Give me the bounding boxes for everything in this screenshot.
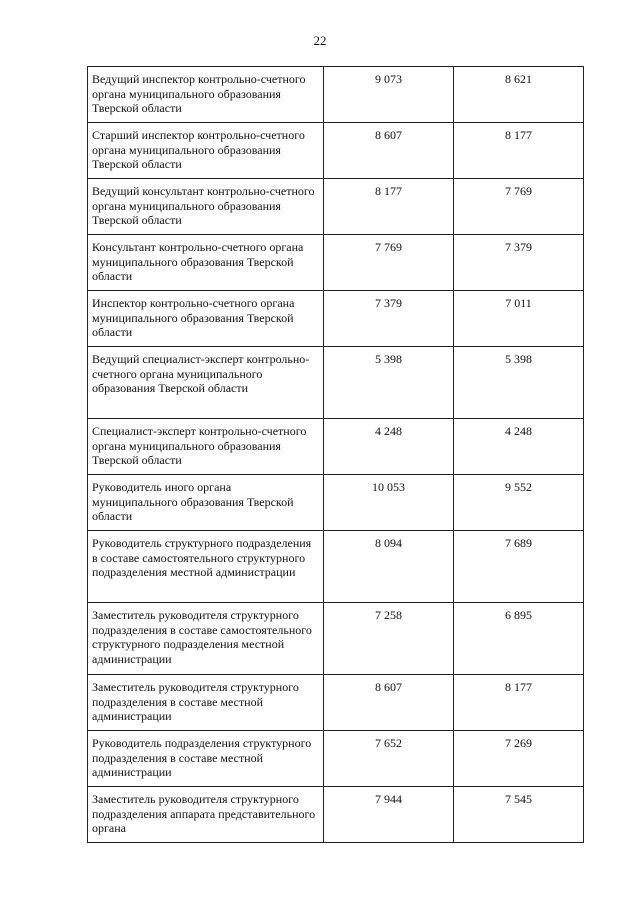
table-row <box>88 235 584 291</box>
table-row <box>88 123 584 179</box>
position-name: Ведущий консультант контрольно-счетного органа муниципального образования Тверской области <box>88 179 324 235</box>
value-column-1: 8 177 <box>324 179 454 235</box>
value-column-1: 7 652 <box>324 731 454 787</box>
position-name: Руководитель структурного подразделения в составе самостоятельного структурного подразделения местной администрации <box>88 531 324 603</box>
table-row <box>88 531 584 603</box>
value-column-1: 4 248 <box>324 419 454 475</box>
table-row <box>88 675 584 731</box>
position-name: Заместитель руководителя структурного подразделения аппарата представительного органа <box>88 787 324 843</box>
salary-table <box>87 66 584 843</box>
table-row <box>88 67 584 123</box>
position-name: Заместитель руководителя структурного подразделения в составе самостоятельного структурного подразделения местной администрации <box>88 603 324 675</box>
position-name: Инспектор контрольно-счетного органа муниципального образования Тверской области <box>88 291 324 347</box>
table-row <box>88 787 584 843</box>
table-row <box>88 475 584 531</box>
value-column-1: 7 769 <box>324 235 454 291</box>
position-name: Руководитель иного органа муниципального образования Тверской области <box>88 475 324 531</box>
value-column-1: 5 398 <box>324 347 454 419</box>
value-column-1: 7 944 <box>324 787 454 843</box>
value-column-1: 8 094 <box>324 531 454 603</box>
value-column-2: 8 177 <box>454 675 584 731</box>
table-row <box>88 603 584 675</box>
table-row <box>88 347 584 419</box>
value-column-2: 7 269 <box>454 731 584 787</box>
position-name: Специалист-эксперт контрольно-счетного органа муниципального образования Тверской области <box>88 419 324 475</box>
table-row <box>88 731 584 787</box>
value-column-2: 4 248 <box>454 419 584 475</box>
value-column-2: 5 398 <box>454 347 584 419</box>
value-column-2: 7 011 <box>454 291 584 347</box>
value-column-1: 7 258 <box>324 603 454 675</box>
value-column-2: 6 895 <box>454 603 584 675</box>
position-name: Старший инспектор контрольно-счетного органа муниципального образования Тверской области <box>88 123 324 179</box>
table-row <box>88 419 584 475</box>
table-row <box>88 179 584 235</box>
value-column-2: 8 621 <box>454 67 584 123</box>
value-column-1: 9 073 <box>324 67 454 123</box>
value-column-2: 9 552 <box>454 475 584 531</box>
page-number: 22 <box>313 33 327 48</box>
value-column-1: 8 607 <box>324 123 454 179</box>
value-column-1: 10 053 <box>324 475 454 531</box>
value-column-1: 8 607 <box>324 675 454 731</box>
value-column-2: 7 545 <box>454 787 584 843</box>
value-column-1: 7 379 <box>324 291 454 347</box>
position-name: Ведущий инспектор контрольно-счетного органа муниципального образования Тверской области <box>88 67 324 123</box>
position-name: Руководитель подразделения структурного подразделения в составе местной администрации <box>88 731 324 787</box>
value-column-2: 7 379 <box>454 235 584 291</box>
position-name: Ведущий специалист-эксперт контрольно-счетного органа муниципального образования Тверской области <box>88 347 324 419</box>
value-column-2: 8 177 <box>454 123 584 179</box>
value-column-2: 7 769 <box>454 179 584 235</box>
table-row <box>88 291 584 347</box>
value-column-2: 7 689 <box>454 531 584 603</box>
position-name: Заместитель руководителя структурного подразделения в составе местной администрации <box>88 675 324 731</box>
position-name: Консультант контрольно-счетного органа муниципального образования Тверской области <box>88 235 324 291</box>
